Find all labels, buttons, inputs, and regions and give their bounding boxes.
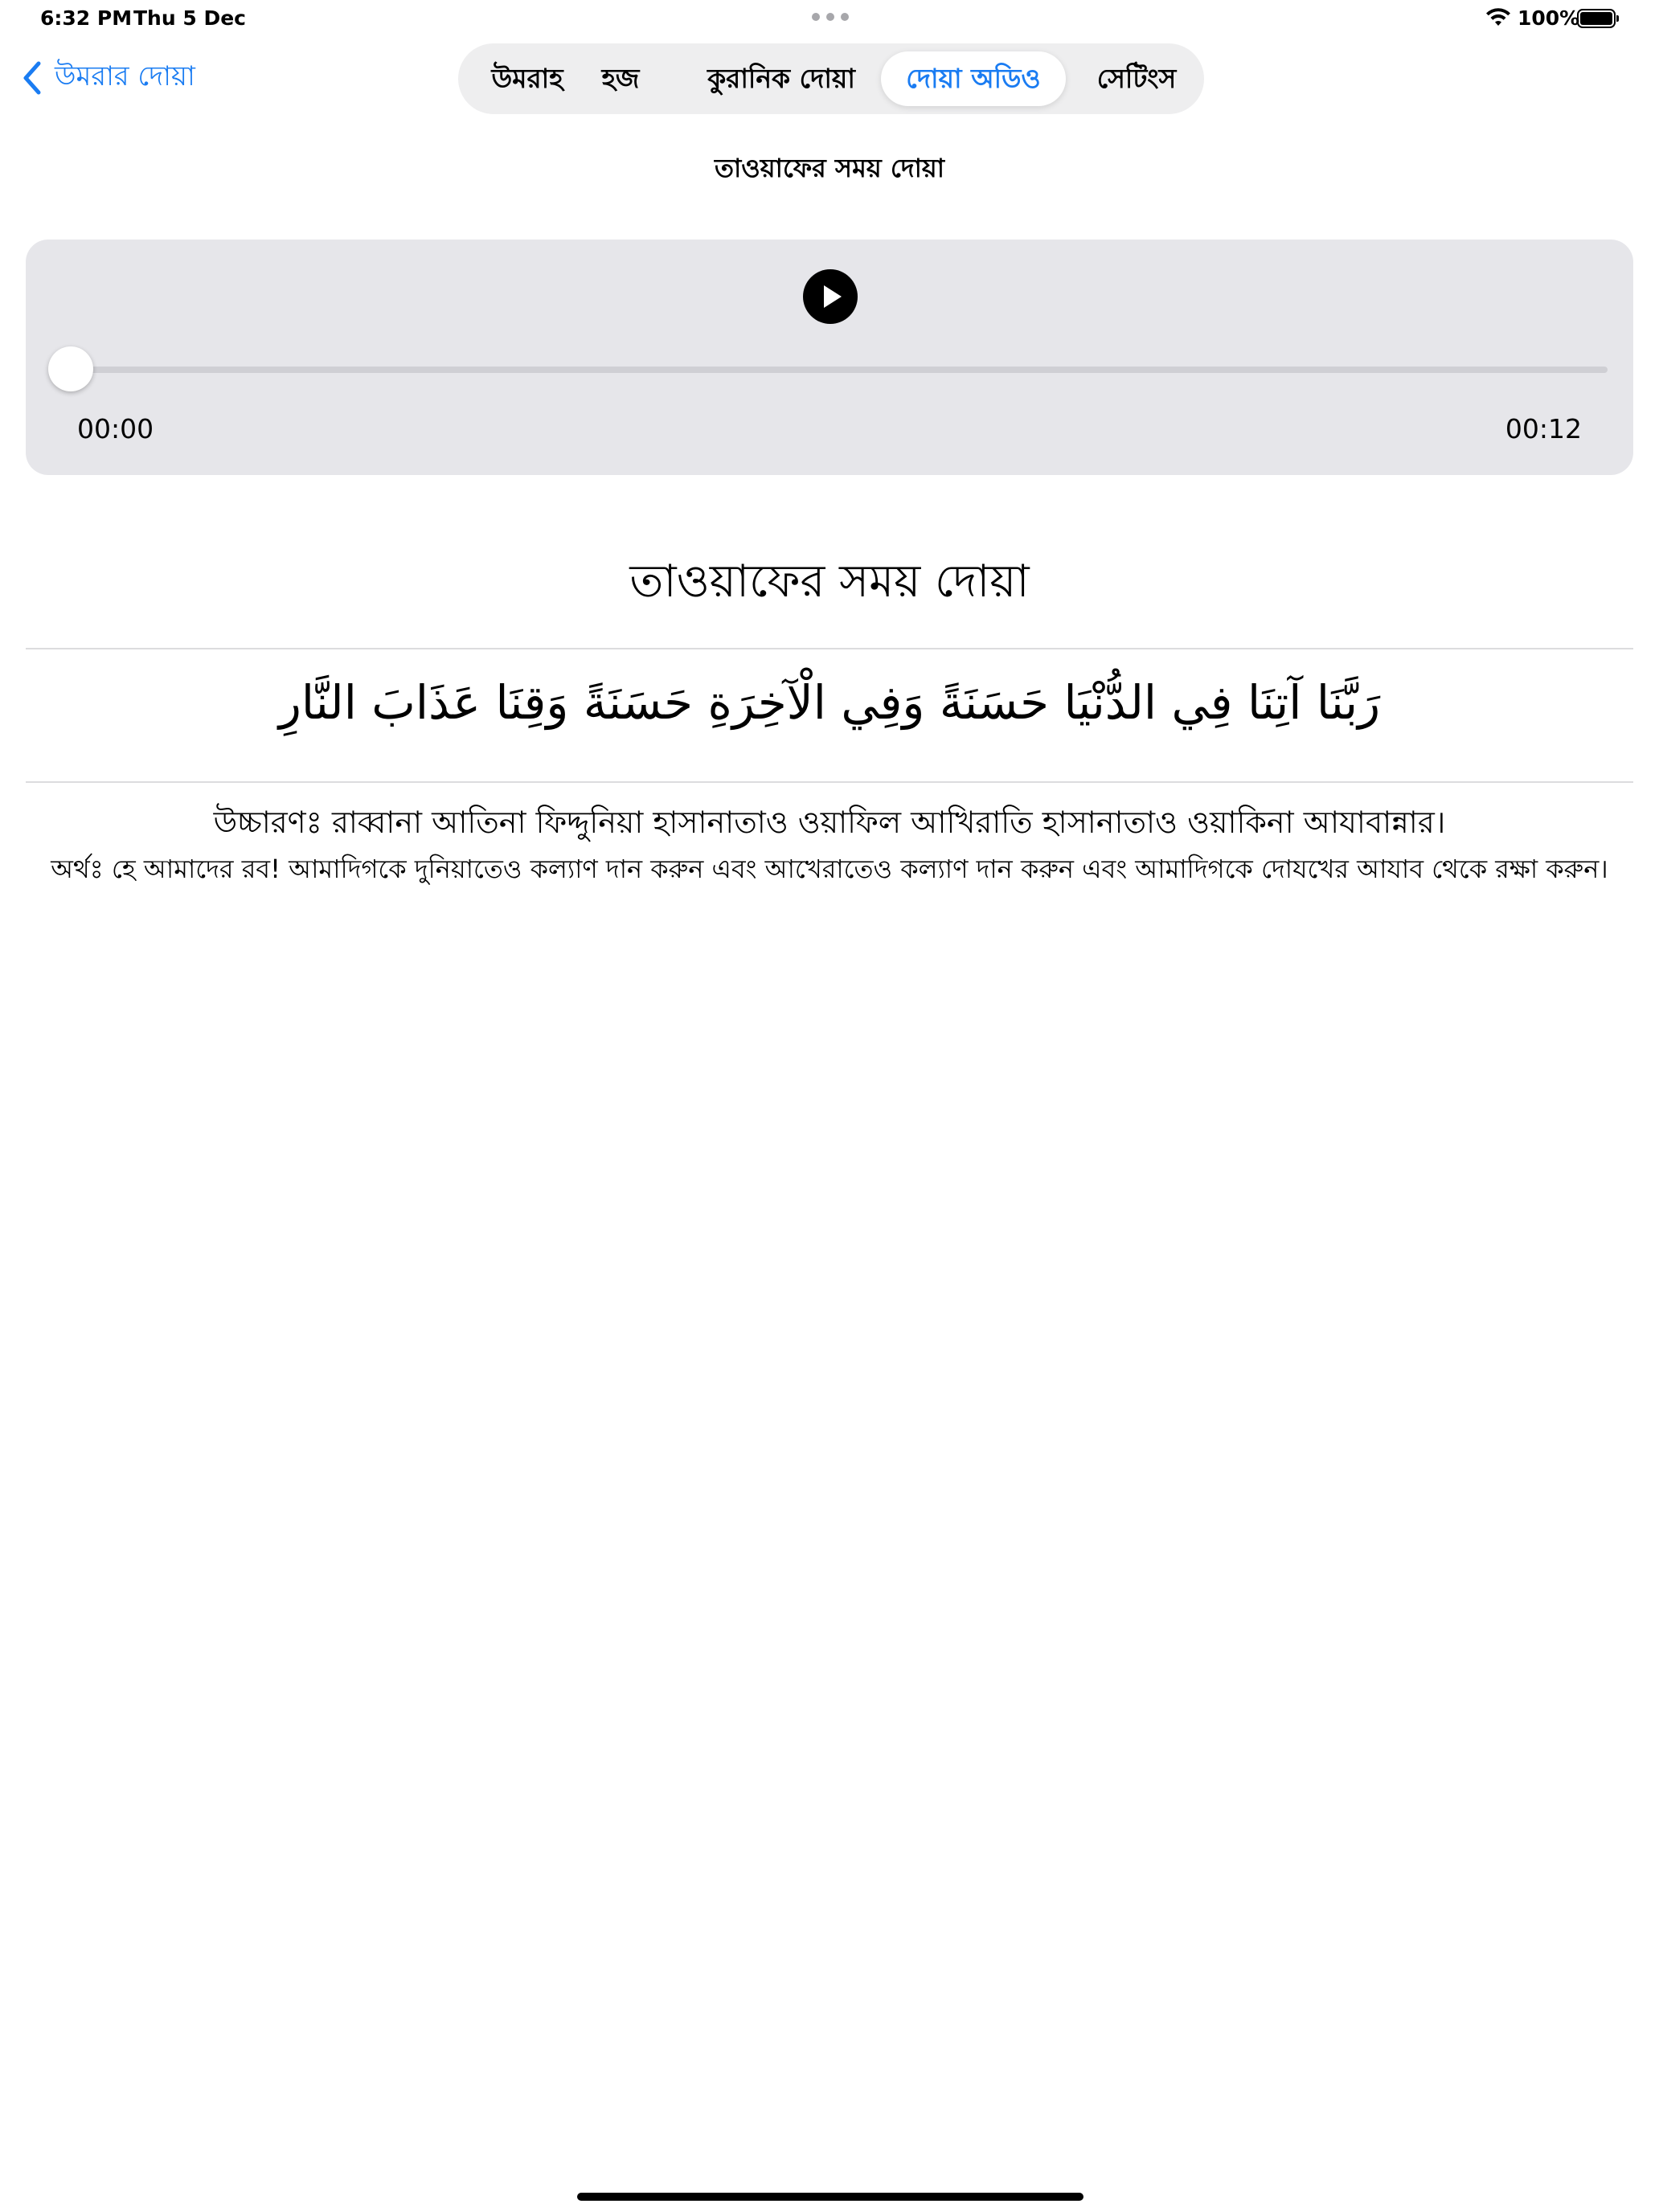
divider — [26, 648, 1633, 649]
back-button-label: উমরার দোয়া — [55, 59, 195, 92]
play-button[interactable] — [803, 269, 858, 324]
dua-arabic-text: رَبَّنَا آتِنَا فِي الدُّنْيَا حَسَنَةً وَفِي الْآخِرَةِ حَسَنَةً وَقِنَا عَذَابَ النَّارِ — [278, 675, 1381, 730]
play-icon — [824, 285, 842, 308]
status-date: Thu 5 Dec — [133, 6, 246, 30]
dua-title: তাওয়াফের সময় দোয়া — [629, 555, 1030, 608]
status-bar — [0, 0, 1659, 39]
status-time: 6:32 PM — [40, 6, 133, 30]
wifi-icon — [1485, 8, 1511, 27]
audio-progress-thumb[interactable] — [48, 346, 93, 391]
tab-hajj[interactable]: হজ — [601, 63, 640, 94]
dua-pronunciation: উচ্চারণঃ রাব্বানা আতিনা ফিদ্দুনিয়া হাসানাতাও ওয়াফিল আখিরাতি হাসানাতাও ওয়াকিনা আযাবান্নার। — [213, 805, 1446, 840]
multitasking-dots-icon[interactable] — [812, 13, 849, 21]
back-button[interactable] — [21, 58, 195, 98]
audio-progress-track[interactable] — [71, 367, 1608, 373]
page-subtitle: তাওয়াফের সময় দোয়া — [714, 153, 945, 183]
battery-percentage: 100% — [1518, 6, 1580, 30]
home-indicator[interactable] — [577, 2193, 1083, 2201]
battery-icon — [1577, 9, 1616, 28]
tab-settings[interactable]: সেটিংস — [1096, 63, 1177, 94]
dua-meaning: অর্থঃ হে আমাদের রব! আমাদিগকে দুনিয়াতেও কল্যাণ দান করুন এবং আখেরাতেও কল্যাণ দান করুন এবং আমাদিগকে দোযখের আযাব থেকে রক্ষা করুন। — [51, 854, 1608, 884]
chevron-left-icon — [21, 60, 43, 96]
tab-quranic-dua[interactable]: কুরানিক দোয়া — [707, 63, 855, 94]
divider — [26, 781, 1633, 783]
audio-player — [26, 240, 1633, 475]
tab-dua-audio[interactable]: দোয়া অডিও — [881, 51, 1066, 106]
total-time: 00:12 — [1505, 413, 1582, 444]
current-time: 00:00 — [77, 413, 154, 444]
segmented-tab-control — [458, 43, 1204, 114]
tab-umrah[interactable]: উমরাহ — [491, 63, 563, 94]
